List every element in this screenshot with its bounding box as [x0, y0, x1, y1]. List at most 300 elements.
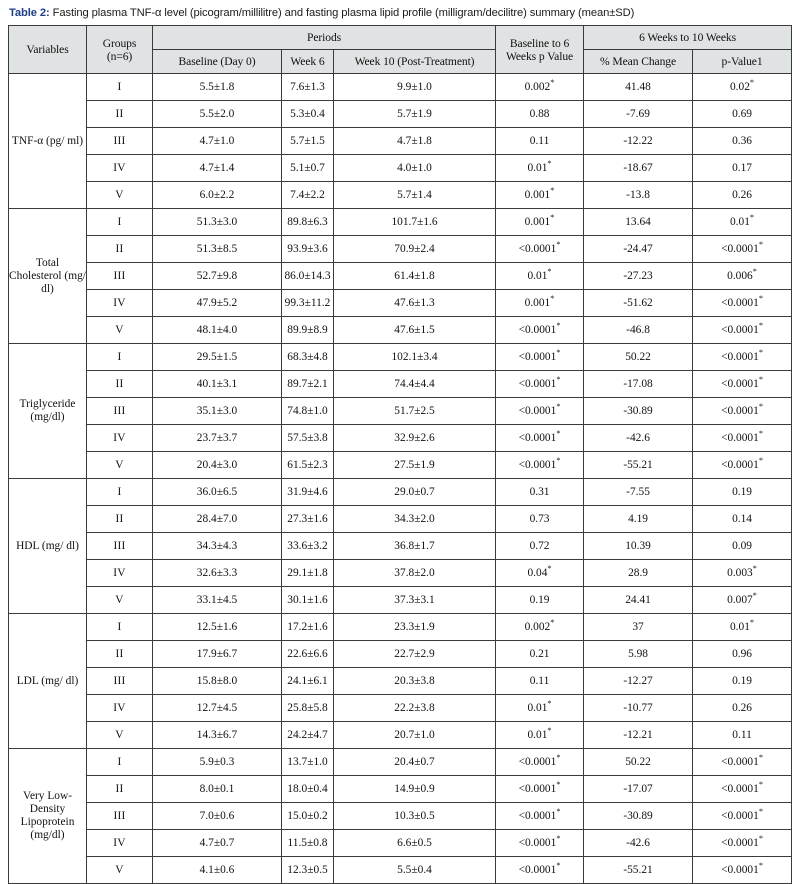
- col-header-periods: Periods: [153, 26, 496, 50]
- cell-mean-change: -17.07: [584, 776, 693, 803]
- col-header-groups: [87, 26, 153, 74]
- cell-p-value1: <0.0001*: [693, 857, 792, 884]
- table-row: [9, 263, 792, 290]
- cell-group: IV: [87, 560, 153, 587]
- cell-p-value1: 0.14: [693, 506, 792, 533]
- cell-week10: 32.9±2.6: [334, 425, 496, 452]
- significance-marker: *: [556, 428, 561, 438]
- cell-week10: 5.7±1.9: [334, 101, 496, 128]
- cell-baseline: 5.5±1.8: [153, 74, 282, 101]
- cell-week6: 30.1±1.6: [282, 587, 334, 614]
- table-row: [9, 776, 792, 803]
- significance-marker: *: [758, 806, 763, 816]
- significance-marker: *: [556, 833, 561, 843]
- significance-marker: *: [556, 347, 561, 357]
- cell-p-value1: 0.02*: [693, 74, 792, 101]
- cell-baseline: 51.3±3.0: [153, 209, 282, 236]
- cell-mean-change: -51.62: [584, 290, 693, 317]
- cell-p-value1: <0.0001*: [693, 425, 792, 452]
- cell-mean-change: 50.22: [584, 344, 693, 371]
- cell-p-baseline-6w: 0.01*: [496, 722, 584, 749]
- cell-week6: 29.1±1.8: [282, 560, 334, 587]
- significance-marker: *: [758, 374, 763, 384]
- table-row: [9, 452, 792, 479]
- cell-week6: 89.9±8.9: [282, 317, 334, 344]
- cell-p-value1: <0.0001*: [693, 452, 792, 479]
- cell-baseline: 15.8±8.0: [153, 668, 282, 695]
- cell-p-value1: 0.96: [693, 641, 792, 668]
- cell-group: II: [87, 236, 153, 263]
- cell-p-baseline-6w: 0.04*: [496, 560, 584, 587]
- table-row: [9, 74, 792, 101]
- cell-week6: 25.8±5.8: [282, 695, 334, 722]
- cell-variable: Total Cholesterol (mg/ dl): [9, 209, 87, 344]
- cell-group: III: [87, 668, 153, 695]
- cell-p-baseline-6w: <0.0001*: [496, 830, 584, 857]
- col-header-baseline-to-6-weeks-p-value: [496, 26, 584, 74]
- cell-week6: 18.0±0.4: [282, 776, 334, 803]
- table-row: [9, 371, 792, 398]
- cell-week10: 5.5±0.4: [334, 857, 496, 884]
- table-row: [9, 668, 792, 695]
- cell-p-baseline-6w: 0.88: [496, 101, 584, 128]
- cell-week10: 102.1±3.4: [334, 344, 496, 371]
- cell-p-baseline-6w: <0.0001*: [496, 857, 584, 884]
- cell-p-baseline-6w: <0.0001*: [496, 776, 584, 803]
- cell-p-baseline-6w: <0.0001*: [496, 236, 584, 263]
- cell-p-value1: <0.0001*: [693, 236, 792, 263]
- cell-baseline: 12.7±4.5: [153, 695, 282, 722]
- cell-group: III: [87, 803, 153, 830]
- cell-week6: 93.9±3.6: [282, 236, 334, 263]
- significance-marker: *: [749, 617, 755, 627]
- cell-p-value1: 0.01*: [693, 614, 792, 641]
- col-header-6-weeks-to-10-weeks: 6 Weeks to 10 Weeks: [584, 26, 792, 50]
- col-header-groups-line1: Groups: [102, 36, 137, 50]
- cell-p-value1: <0.0001*: [693, 776, 792, 803]
- cell-mean-change: -30.89: [584, 803, 693, 830]
- cell-week6: 22.6±6.6: [282, 641, 334, 668]
- cell-week6: 7.6±1.3: [282, 74, 334, 101]
- significance-marker: *: [758, 293, 763, 303]
- table-row: [9, 209, 792, 236]
- cell-p-baseline-6w: 0.31: [496, 479, 584, 506]
- significance-marker: *: [758, 752, 763, 762]
- table-row: [9, 695, 792, 722]
- cell-baseline: 14.3±6.7: [153, 722, 282, 749]
- cell-mean-change: -13.8: [584, 182, 693, 209]
- cell-week6: 31.9±4.6: [282, 479, 334, 506]
- cell-p-baseline-6w: <0.0001*: [496, 803, 584, 830]
- cell-week10: 14.9±0.9: [334, 776, 496, 803]
- significance-marker: *: [547, 725, 552, 735]
- significance-marker: *: [752, 590, 757, 600]
- cell-group: V: [87, 182, 153, 209]
- cell-mean-change: -27.23: [584, 263, 693, 290]
- significance-marker: *: [752, 563, 757, 573]
- table-caption-text: Fasting plasma TNF-α level (picogram/millilitre) and fasting plasma lipid profile (milligram/decilitre) summary (mean±SD): [49, 7, 635, 19]
- significance-marker: *: [758, 239, 763, 249]
- cell-p-value1: <0.0001*: [693, 344, 792, 371]
- cell-week10: 37.3±3.1: [334, 587, 496, 614]
- table-row: [9, 641, 792, 668]
- cell-week10: 70.9±2.4: [334, 236, 496, 263]
- cell-mean-change: 13.64: [584, 209, 693, 236]
- significance-marker: *: [550, 185, 555, 195]
- significance-marker: *: [758, 428, 763, 438]
- cell-mean-change: -55.21: [584, 857, 693, 884]
- cell-week10: 4.7±1.8: [334, 128, 496, 155]
- significance-marker: *: [547, 266, 552, 276]
- cell-week6: 7.4±2.2: [282, 182, 334, 209]
- cell-group: V: [87, 857, 153, 884]
- table-row: [9, 479, 792, 506]
- significance-marker: *: [749, 212, 755, 222]
- cell-p-baseline-6w: <0.0001*: [496, 371, 584, 398]
- significance-marker: *: [758, 347, 763, 357]
- cell-p-baseline-6w: 0.002*: [496, 74, 584, 101]
- cell-p-value1: 0.11: [693, 722, 792, 749]
- cell-variable: Very Low-Density Lipoprotein (mg/dl): [9, 749, 87, 884]
- cell-mean-change: -24.47: [584, 236, 693, 263]
- cell-mean-change: -42.6: [584, 425, 693, 452]
- cell-baseline: 4.7±1.0: [153, 128, 282, 155]
- significance-marker: *: [556, 401, 561, 411]
- cell-baseline: 47.9±5.2: [153, 290, 282, 317]
- cell-group: I: [87, 614, 153, 641]
- cell-p-baseline-6w: 0.11: [496, 128, 584, 155]
- cell-group: II: [87, 101, 153, 128]
- cell-baseline: 34.3±4.3: [153, 533, 282, 560]
- cell-group: IV: [87, 155, 153, 182]
- table-row: [9, 560, 792, 587]
- cell-p-baseline-6w: 0.11: [496, 668, 584, 695]
- cell-p-baseline-6w: <0.0001*: [496, 749, 584, 776]
- cell-p-value1: 0.19: [693, 479, 792, 506]
- cell-group: I: [87, 479, 153, 506]
- significance-marker: *: [550, 617, 555, 627]
- cell-p-baseline-6w: 0.001*: [496, 182, 584, 209]
- cell-week10: 10.3±0.5: [334, 803, 496, 830]
- baseline-to-6w-line1: Baseline to 6: [509, 36, 570, 50]
- cell-mean-change: 5.98: [584, 641, 693, 668]
- cell-mean-change: -7.69: [584, 101, 693, 128]
- table-row: [9, 857, 792, 884]
- table-row: [9, 722, 792, 749]
- cell-group: V: [87, 452, 153, 479]
- cell-week6: 11.5±0.8: [282, 830, 334, 857]
- cell-baseline: 6.0±2.2: [153, 182, 282, 209]
- cell-p-value1: <0.0001*: [693, 290, 792, 317]
- cell-mean-change: -10.77: [584, 695, 693, 722]
- cell-baseline: 29.5±1.5: [153, 344, 282, 371]
- cell-p-value1: <0.0001*: [693, 803, 792, 830]
- cell-week6: 24.1±6.1: [282, 668, 334, 695]
- cell-week6: 24.2±4.7: [282, 722, 334, 749]
- significance-marker: *: [550, 293, 555, 303]
- significance-marker: *: [556, 374, 561, 384]
- cell-baseline: 48.1±4.0: [153, 317, 282, 344]
- cell-variable: HDL (mg/ dl): [9, 479, 87, 614]
- table-row: [9, 425, 792, 452]
- cell-week6: 17.2±1.6: [282, 614, 334, 641]
- significance-marker: *: [556, 779, 561, 789]
- table-row: [9, 614, 792, 641]
- significance-marker: *: [758, 455, 763, 465]
- cell-baseline: 51.3±8.5: [153, 236, 282, 263]
- cell-group: IV: [87, 290, 153, 317]
- cell-week6: 5.3±0.4: [282, 101, 334, 128]
- table-row: [9, 398, 792, 425]
- cell-mean-change: -12.22: [584, 128, 693, 155]
- cell-mean-change: -12.27: [584, 668, 693, 695]
- cell-mean-change: -12.21: [584, 722, 693, 749]
- table-row: [9, 182, 792, 209]
- significance-marker: *: [556, 752, 561, 762]
- cell-group: III: [87, 128, 153, 155]
- significance-marker: *: [547, 698, 552, 708]
- cell-week10: 23.3±1.9: [334, 614, 496, 641]
- cell-p-value1: <0.0001*: [693, 398, 792, 425]
- cell-week10: 29.0±0.7: [334, 479, 496, 506]
- cell-mean-change: 50.22: [584, 749, 693, 776]
- table-row: [9, 587, 792, 614]
- cell-p-value1: <0.0001*: [693, 749, 792, 776]
- cell-mean-change: -18.67: [584, 155, 693, 182]
- cell-week10: 5.7±1.4: [334, 182, 496, 209]
- significance-marker: *: [758, 320, 763, 330]
- cell-week6: 74.8±1.0: [282, 398, 334, 425]
- cell-group: II: [87, 776, 153, 803]
- header-row-1: [9, 26, 792, 50]
- cell-week10: 34.3±2.0: [334, 506, 496, 533]
- cell-group: III: [87, 398, 153, 425]
- cell-week6: 5.1±0.7: [282, 155, 334, 182]
- cell-mean-change: 10.39: [584, 533, 693, 560]
- results-table: [8, 25, 792, 884]
- significance-marker: *: [758, 779, 763, 789]
- cell-p-baseline-6w: 0.01*: [496, 155, 584, 182]
- cell-baseline: 35.1±3.0: [153, 398, 282, 425]
- cell-variable: TNF-α (pg/ ml): [9, 74, 87, 209]
- cell-baseline: 28.4±7.0: [153, 506, 282, 533]
- table-row: [9, 749, 792, 776]
- cell-variable: Triglyceride (mg/dl): [9, 344, 87, 479]
- table-body: [9, 74, 792, 884]
- table-row: [9, 830, 792, 857]
- cell-p-baseline-6w: 0.19: [496, 587, 584, 614]
- cell-p-value1: 0.36: [693, 128, 792, 155]
- cell-week10: 47.6±1.5: [334, 317, 496, 344]
- cell-p-baseline-6w: 0.73: [496, 506, 584, 533]
- cell-week10: 27.5±1.9: [334, 452, 496, 479]
- cell-p-value1: 0.17: [693, 155, 792, 182]
- table-caption: [9, 6, 791, 20]
- cell-week10: 6.6±0.5: [334, 830, 496, 857]
- cell-p-value1: 0.26: [693, 695, 792, 722]
- cell-p-baseline-6w: <0.0001*: [496, 344, 584, 371]
- significance-marker: *: [550, 77, 555, 87]
- cell-baseline: 52.7±9.8: [153, 263, 282, 290]
- significance-marker: *: [749, 77, 755, 87]
- cell-p-baseline-6w: <0.0001*: [496, 425, 584, 452]
- cell-group: V: [87, 722, 153, 749]
- col-header-variables: Variables: [9, 26, 87, 74]
- cell-week6: 99.3±11.2: [282, 290, 334, 317]
- cell-baseline: 5.9±0.3: [153, 749, 282, 776]
- cell-p-baseline-6w: 0.21: [496, 641, 584, 668]
- cell-week10: 36.8±1.7: [334, 533, 496, 560]
- cell-week10: 20.3±3.8: [334, 668, 496, 695]
- cell-baseline: 40.1±3.1: [153, 371, 282, 398]
- cell-baseline: 4.1±0.6: [153, 857, 282, 884]
- col-header-baseline-day0: Baseline (Day 0): [153, 50, 282, 74]
- cell-week6: 89.8±6.3: [282, 209, 334, 236]
- cell-baseline: 4.7±0.7: [153, 830, 282, 857]
- significance-marker: *: [758, 860, 763, 870]
- cell-week10: 37.8±2.0: [334, 560, 496, 587]
- cell-week10: 47.6±1.3: [334, 290, 496, 317]
- cell-group: V: [87, 317, 153, 344]
- cell-p-value1: 0.01*: [693, 209, 792, 236]
- cell-group: II: [87, 641, 153, 668]
- cell-group: I: [87, 749, 153, 776]
- table-caption-label: Table 2:: [9, 7, 50, 19]
- cell-baseline: 36.0±6.5: [153, 479, 282, 506]
- cell-week6: 86.0±14.3: [282, 263, 334, 290]
- cell-week10: 22.2±3.8: [334, 695, 496, 722]
- cell-mean-change: -55.21: [584, 452, 693, 479]
- cell-week6: 12.3±0.5: [282, 857, 334, 884]
- cell-week10: 101.7±1.6: [334, 209, 496, 236]
- cell-p-baseline-6w: 0.001*: [496, 290, 584, 317]
- cell-week10: 20.4±0.7: [334, 749, 496, 776]
- cell-p-baseline-6w: 0.72: [496, 533, 584, 560]
- cell-week6: 33.6±3.2: [282, 533, 334, 560]
- col-header-p-value-1: p-Value1: [693, 50, 792, 74]
- cell-week6: 27.3±1.6: [282, 506, 334, 533]
- cell-baseline: 20.4±3.0: [153, 452, 282, 479]
- cell-baseline: 7.0±0.6: [153, 803, 282, 830]
- cell-group: II: [87, 371, 153, 398]
- cell-p-value1: 0.006*: [693, 263, 792, 290]
- significance-marker: *: [547, 158, 552, 168]
- cell-week10: 20.7±1.0: [334, 722, 496, 749]
- cell-p-value1: <0.0001*: [693, 371, 792, 398]
- significance-marker: *: [556, 806, 561, 816]
- col-header-week-6: Week 6: [282, 50, 334, 74]
- table-row: [9, 128, 792, 155]
- significance-marker: *: [556, 239, 561, 249]
- cell-group: IV: [87, 830, 153, 857]
- cell-group: I: [87, 209, 153, 236]
- cell-mean-change: 4.19: [584, 506, 693, 533]
- cell-baseline: 8.0±0.1: [153, 776, 282, 803]
- col-header-mean-change: % Mean Change: [584, 50, 693, 74]
- table-row: [9, 155, 792, 182]
- cell-p-value1: 0.003*: [693, 560, 792, 587]
- cell-mean-change: 41.48: [584, 74, 693, 101]
- cell-mean-change: -17.08: [584, 371, 693, 398]
- cell-group: V: [87, 587, 153, 614]
- table-header: [9, 26, 792, 74]
- cell-mean-change: 28.9: [584, 560, 693, 587]
- cell-week6: 61.5±2.3: [282, 452, 334, 479]
- cell-p-baseline-6w: 0.001*: [496, 209, 584, 236]
- cell-mean-change: -7.55: [584, 479, 693, 506]
- significance-marker: *: [547, 563, 552, 573]
- cell-week10: 22.7±2.9: [334, 641, 496, 668]
- table-row: [9, 101, 792, 128]
- cell-week6: 5.7±1.5: [282, 128, 334, 155]
- cell-mean-change: -46.8: [584, 317, 693, 344]
- col-header-week-10: Week 10 (Post-Treatment): [334, 50, 496, 74]
- cell-mean-change: 24.41: [584, 587, 693, 614]
- significance-marker: *: [550, 212, 555, 222]
- significance-marker: *: [556, 455, 561, 465]
- cell-mean-change: -30.89: [584, 398, 693, 425]
- significance-marker: *: [556, 320, 561, 330]
- cell-mean-change: -42.6: [584, 830, 693, 857]
- cell-baseline: 17.9±6.7: [153, 641, 282, 668]
- cell-week6: 57.5±3.8: [282, 425, 334, 452]
- cell-p-value1: <0.0001*: [693, 830, 792, 857]
- cell-group: I: [87, 344, 153, 371]
- cell-p-value1: 0.007*: [693, 587, 792, 614]
- cell-week6: 13.7±1.0: [282, 749, 334, 776]
- cell-week10: 4.0±1.0: [334, 155, 496, 182]
- cell-group: II: [87, 506, 153, 533]
- table-row: [9, 317, 792, 344]
- cell-baseline: 5.5±2.0: [153, 101, 282, 128]
- significance-marker: *: [752, 266, 757, 276]
- cell-baseline: 33.1±4.5: [153, 587, 282, 614]
- significance-marker: *: [758, 833, 763, 843]
- table-row: [9, 236, 792, 263]
- cell-week6: 89.7±2.1: [282, 371, 334, 398]
- cell-group: III: [87, 533, 153, 560]
- cell-group: III: [87, 263, 153, 290]
- cell-p-baseline-6w: <0.0001*: [496, 317, 584, 344]
- significance-marker: *: [758, 401, 763, 411]
- baseline-to-6w-line2: Weeks p Value: [505, 49, 574, 63]
- cell-week10: 9.9±1.0: [334, 74, 496, 101]
- cell-p-value1: 0.69: [693, 101, 792, 128]
- cell-variable: LDL (mg/ dl): [9, 614, 87, 749]
- cell-p-baseline-6w: 0.01*: [496, 263, 584, 290]
- cell-baseline: 32.6±3.3: [153, 560, 282, 587]
- cell-mean-change: 37: [584, 614, 693, 641]
- cell-week6: 15.0±0.2: [282, 803, 334, 830]
- cell-p-value1: 0.09: [693, 533, 792, 560]
- cell-group: IV: [87, 425, 153, 452]
- cell-week6: 68.3±4.8: [282, 344, 334, 371]
- cell-p-baseline-6w: 0.002*: [496, 614, 584, 641]
- cell-p-value1: 0.19: [693, 668, 792, 695]
- cell-week10: 74.4±4.4: [334, 371, 496, 398]
- table-row: [9, 344, 792, 371]
- col-header-groups-line2: (n=6): [106, 49, 133, 63]
- table-row: [9, 506, 792, 533]
- cell-group: IV: [87, 695, 153, 722]
- cell-p-baseline-6w: 0.01*: [496, 695, 584, 722]
- cell-baseline: 12.5±1.6: [153, 614, 282, 641]
- cell-week10: 61.4±1.8: [334, 263, 496, 290]
- cell-p-baseline-6w: <0.0001*: [496, 452, 584, 479]
- table-row: [9, 803, 792, 830]
- cell-p-value1: <0.0001*: [693, 317, 792, 344]
- table-row: [9, 290, 792, 317]
